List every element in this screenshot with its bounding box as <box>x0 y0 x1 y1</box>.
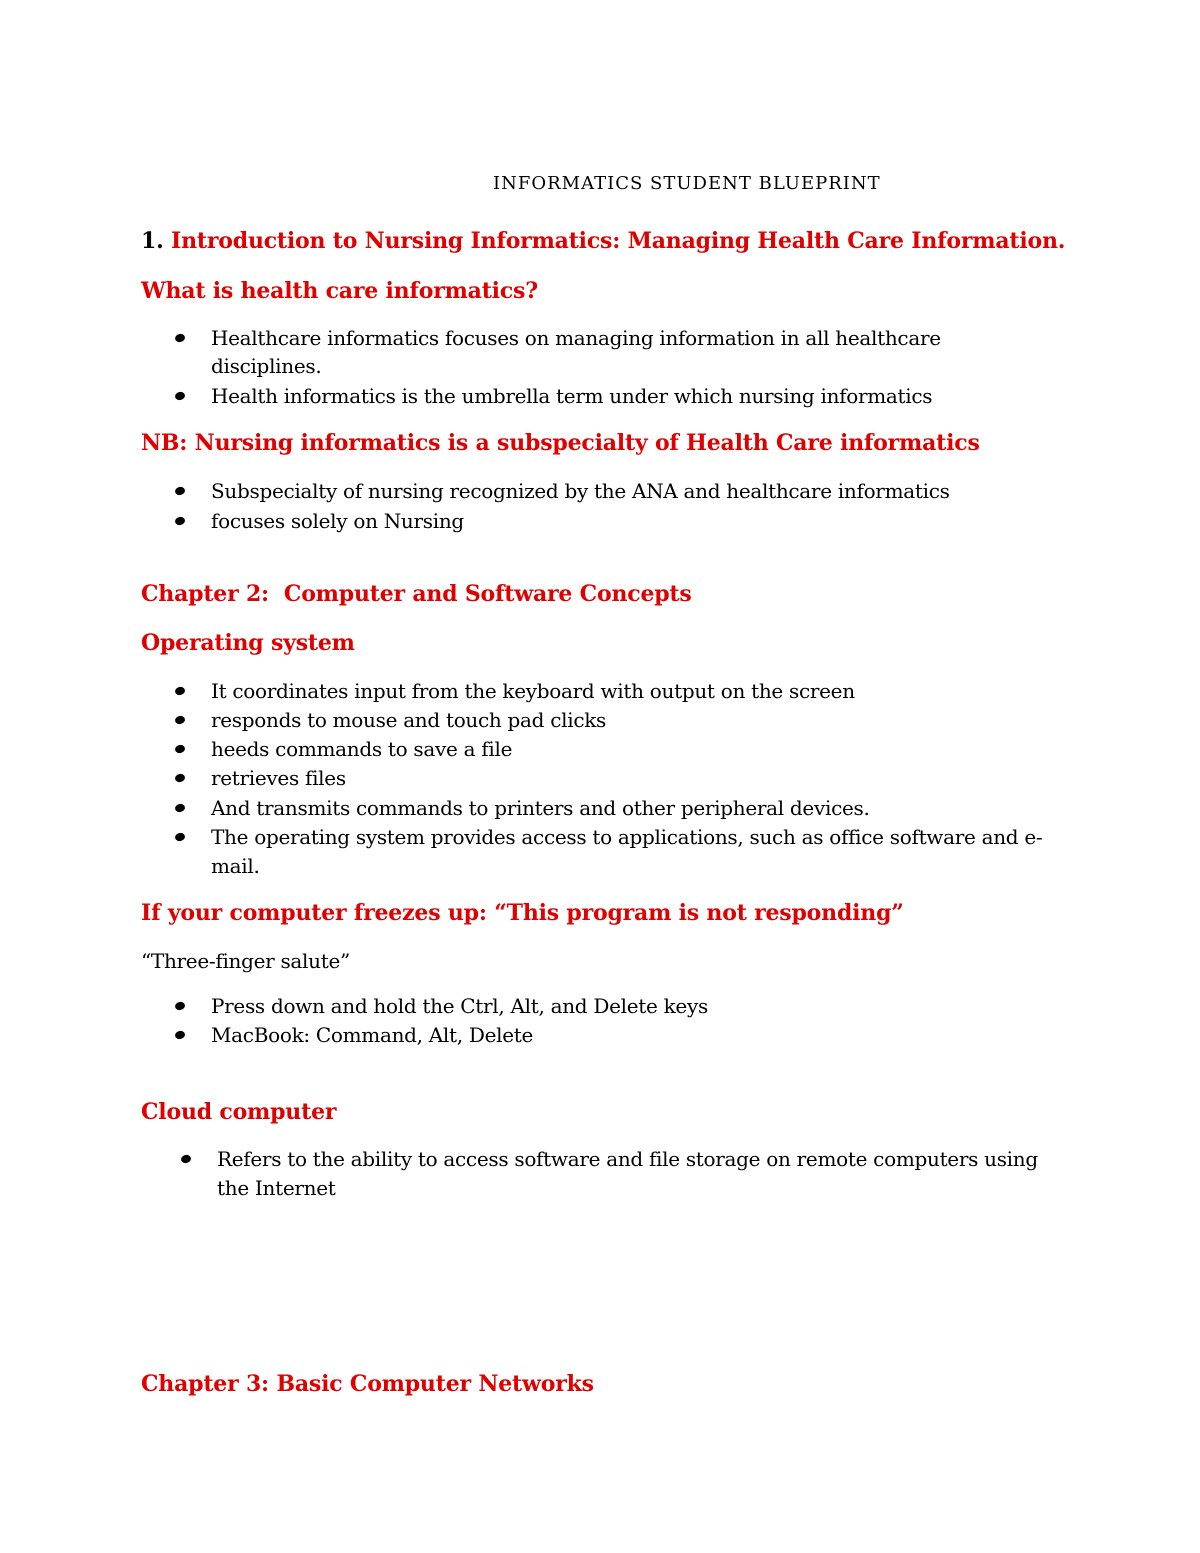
bullet-icon <box>174 715 186 725</box>
section-1-title: Introduction to Nursing Informatics: Managing Health Care Information. <box>171 228 1066 254</box>
subheading-what-is-informatics: What is health care informatics? <box>141 278 538 304</box>
list-item-text: retrieves files <box>211 766 346 790</box>
list-item-text: Press down and hold the Ctrl, Alt, and Delete keys <box>211 994 708 1018</box>
freeze-heading: If your computer freezes up: “This program is not responding” <box>141 900 904 926</box>
list-item-text: focuses solely on Nursing <box>211 509 464 533</box>
list-item-text: mail. <box>211 854 260 878</box>
bullet-icon <box>174 486 186 496</box>
list-item-text: heeds commands to save a file <box>211 737 513 761</box>
bullet-icon <box>174 686 186 696</box>
list-item-text: disciplines. <box>211 354 322 378</box>
bullet-icon <box>174 832 186 842</box>
cloud-heading: Cloud computer <box>141 1099 337 1125</box>
section-number: 1. <box>141 228 164 254</box>
bullet-icon <box>174 803 186 813</box>
list-item-text: responds to mouse and touch pad clicks <box>211 708 607 732</box>
operating-system-heading: Operating system <box>141 630 355 656</box>
list-item-text: Refers to the ability to access software and file storage on remote computers using <box>217 1147 1038 1171</box>
bullet-icon <box>174 1001 186 1011</box>
nb-heading: NB: Nursing informatics is a subspecialty of Health Care informatics <box>141 430 980 456</box>
document-title: INFORMATICS STUDENT BLUEPRINT <box>493 173 881 194</box>
bullet-icon <box>174 1030 186 1040</box>
list-item-text: And transmits commands to printers and other peripheral devices. <box>211 796 870 820</box>
three-finger-salute-text: “Three-finger salute” <box>141 949 350 973</box>
bullet-icon <box>174 516 186 526</box>
list-item-text: Healthcare informatics focuses on managing information in all healthcare <box>211 326 941 350</box>
list-item-text: Subspecialty of nursing recognized by the ANA and healthcare informatics <box>211 479 950 503</box>
list-item-text: MacBook: Command, Alt, Delete <box>211 1023 534 1047</box>
list-item-text: It coordinates input from the keyboard with output on the screen <box>211 679 855 703</box>
list-item-text: The operating system provides access to applications, such as office software and e- <box>211 825 1043 849</box>
bullet-icon <box>174 773 186 783</box>
bullet-icon <box>174 744 186 754</box>
bullet-icon <box>180 1154 192 1164</box>
bullet-icon <box>174 333 186 343</box>
bullet-icon <box>174 391 186 401</box>
list-item-text: the Internet <box>217 1176 336 1200</box>
chapter-2-heading: Chapter 2: Computer and Software Concepts <box>141 581 692 607</box>
chapter-3-heading: Chapter 3: Basic Computer Networks <box>141 1371 594 1397</box>
list-item-text: Health informatics is the umbrella term under which nursing informatics <box>211 384 933 408</box>
section-1-heading <box>141 228 1065 254</box>
